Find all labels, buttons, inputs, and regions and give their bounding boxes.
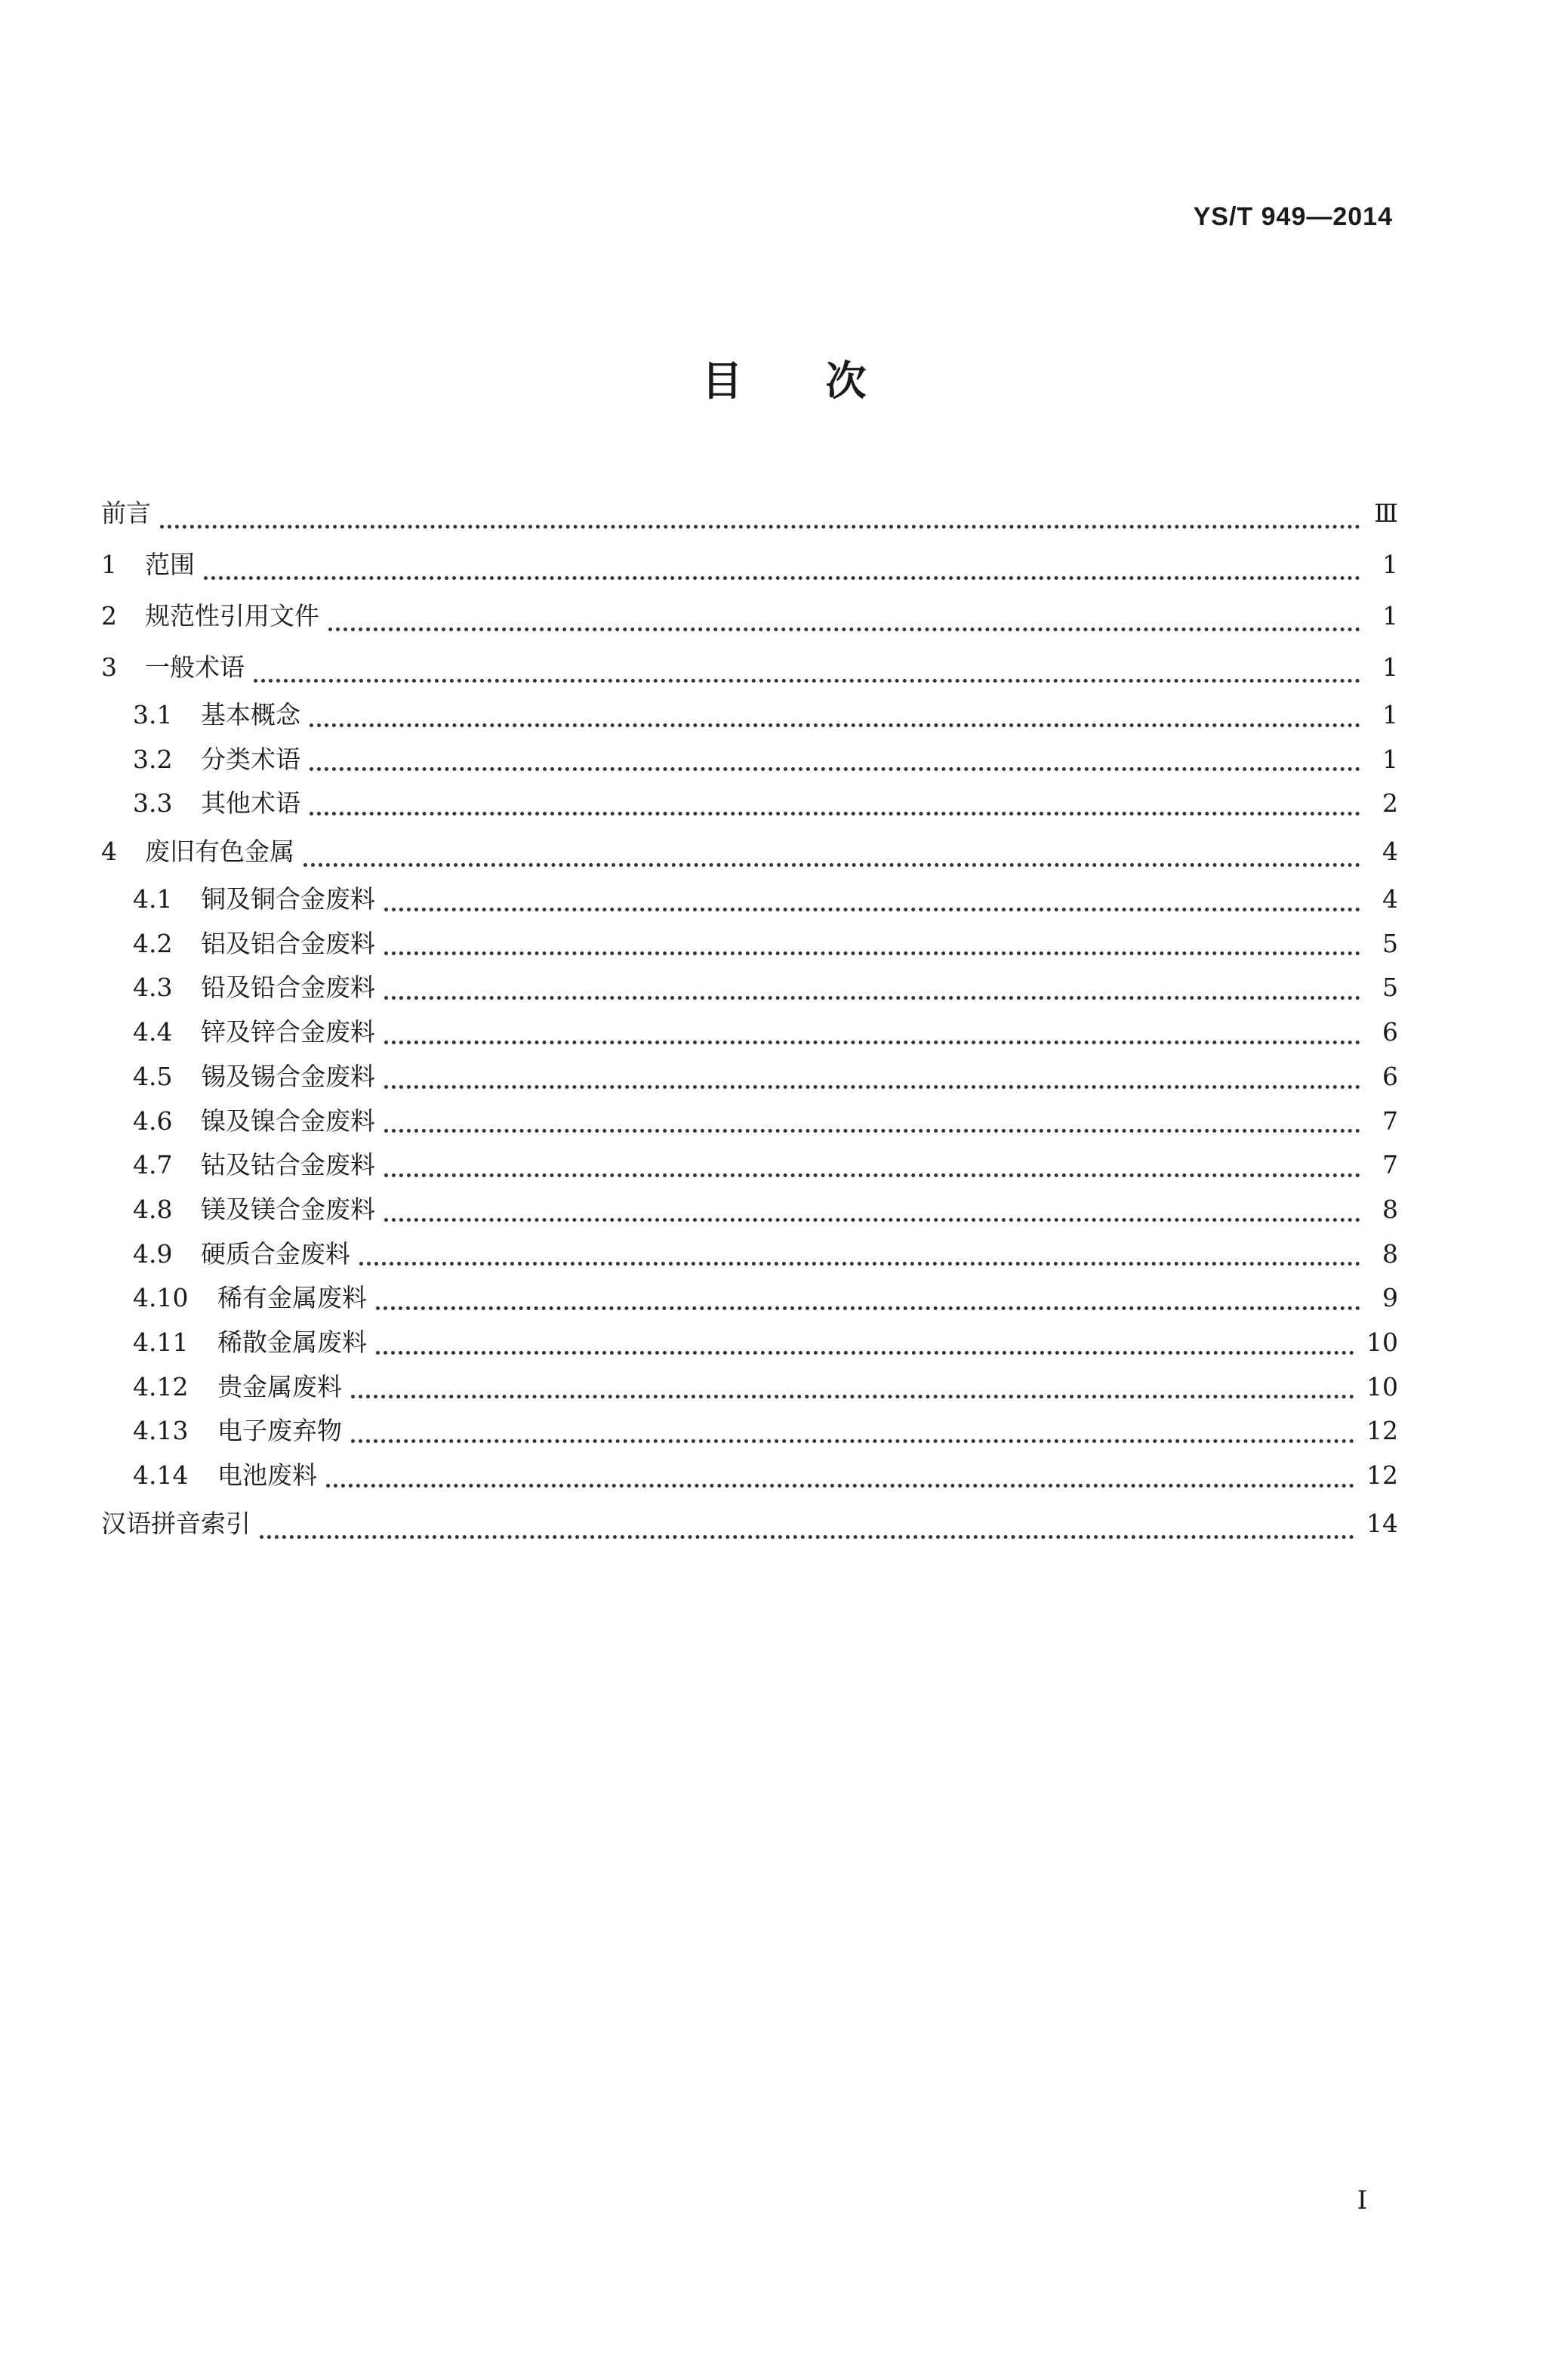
toc-entry-page: 8 bbox=[1382, 1194, 1398, 1224]
toc-entry-label: 铅及铅合金废料 bbox=[201, 973, 375, 1003]
toc-entry-number: 4.10 bbox=[133, 1283, 189, 1313]
toc-entry-label: 电子废弃物 bbox=[217, 1416, 342, 1446]
toc-entry-label: 前言 bbox=[101, 498, 151, 528]
toc-entry[interactable] bbox=[101, 966, 1398, 1010]
toc-entry-number: 4.6 bbox=[133, 1105, 173, 1136]
toc-dot-leader bbox=[260, 1535, 1354, 1539]
toc-dot-leader bbox=[254, 679, 1360, 683]
toc-dot-leader bbox=[384, 1085, 1360, 1089]
toc-entry-number: 4.1 bbox=[133, 884, 173, 914]
toc-dot-leader bbox=[310, 767, 1360, 771]
toc-entry-label: 范围 bbox=[145, 550, 195, 579]
toc-entry[interactable] bbox=[101, 738, 1398, 782]
toc-entry-page: 12 bbox=[1366, 1416, 1398, 1446]
toc-dot-leader bbox=[351, 1439, 1354, 1443]
toc-entry-label: 电池废料 bbox=[217, 1460, 317, 1490]
toc-entry-label: 稀有金属废料 bbox=[217, 1283, 367, 1313]
toc-entry-label: 锡及锡合金废料 bbox=[201, 1061, 375, 1091]
toc-dot-leader bbox=[384, 1129, 1360, 1133]
toc-entry-label: 贵金属废料 bbox=[217, 1371, 342, 1401]
toc-entry-label: 锌及锌合金废料 bbox=[201, 1017, 375, 1047]
toc-entry-label: 稀散金属废料 bbox=[217, 1327, 367, 1357]
toc-entry-page: 4 bbox=[1382, 837, 1398, 867]
toc-entry-label: 镁及镁合金废料 bbox=[201, 1194, 375, 1224]
toc-entry[interactable] bbox=[101, 488, 1398, 539]
toc-entry-page: 7 bbox=[1382, 1105, 1398, 1136]
toc-entry-number: 3.1 bbox=[133, 700, 173, 729]
toc-entry-label: 铜及铜合金废料 bbox=[201, 884, 375, 914]
toc-entry-number: 4.9 bbox=[133, 1238, 173, 1269]
toc-entry[interactable] bbox=[101, 539, 1398, 590]
toc-entry-page: 10 bbox=[1366, 1327, 1398, 1357]
toc-entry-label: 钴及钴合金废料 bbox=[201, 1150, 375, 1180]
toc-entry-label: 其他术语 bbox=[201, 788, 300, 819]
toc-entry[interactable] bbox=[101, 1055, 1398, 1099]
toc-entry[interactable] bbox=[101, 1276, 1398, 1321]
toc-entry[interactable] bbox=[101, 1365, 1398, 1410]
toc-dot-leader bbox=[204, 576, 1360, 580]
toc-dot-leader bbox=[384, 996, 1360, 1000]
toc-entry-label: 铝及铝合金废料 bbox=[201, 928, 375, 958]
toc-dot-leader bbox=[384, 951, 1360, 955]
toc-entry-number: 1 bbox=[101, 550, 117, 579]
toc-entry[interactable] bbox=[101, 642, 1398, 693]
toc-entry-number: 4.7 bbox=[133, 1150, 173, 1180]
toc-entry-number: 4 bbox=[101, 837, 117, 867]
toc-entry[interactable] bbox=[101, 1321, 1398, 1365]
toc-entry-page: 7 bbox=[1382, 1150, 1398, 1180]
toc-entry-page: Ⅲ bbox=[1374, 498, 1398, 528]
toc-entry-label: 分类术语 bbox=[201, 744, 300, 774]
toc-entry-page: 6 bbox=[1382, 1017, 1398, 1047]
toc-entry-page: 10 bbox=[1366, 1371, 1398, 1401]
toc-entry-number: 3 bbox=[101, 652, 117, 682]
toc-dot-leader bbox=[376, 1351, 1354, 1355]
toc-entry[interactable] bbox=[101, 1099, 1398, 1144]
toc-dot-leader bbox=[384, 1041, 1360, 1044]
toc-entry[interactable] bbox=[101, 826, 1398, 877]
toc-entry[interactable] bbox=[101, 1010, 1398, 1055]
toc-entry[interactable] bbox=[101, 1498, 1398, 1549]
toc-dot-leader bbox=[303, 863, 1360, 867]
toc-entry[interactable] bbox=[101, 1454, 1398, 1498]
toc-dot-leader bbox=[160, 525, 1360, 529]
toc-dot-leader bbox=[310, 723, 1360, 727]
page-title: 目次 bbox=[701, 357, 950, 405]
toc-entry-page: 1 bbox=[1382, 744, 1398, 774]
toc-entry-page: 1 bbox=[1382, 652, 1398, 682]
toc-entry-page: 4 bbox=[1382, 884, 1398, 914]
toc-entry-page: 2 bbox=[1382, 788, 1398, 819]
toc-entry-label: 废旧有色金属 bbox=[145, 837, 294, 867]
toc-entry-number: 4.14 bbox=[133, 1460, 189, 1490]
footer-page-number: I bbox=[1357, 2185, 1367, 2216]
standard-code: YS/T 949—2014 bbox=[1193, 202, 1393, 231]
toc-dot-leader bbox=[384, 1218, 1360, 1222]
toc-entry-number: 4.13 bbox=[133, 1416, 189, 1446]
toc-entry[interactable] bbox=[101, 877, 1398, 922]
toc-dot-leader bbox=[376, 1306, 1360, 1310]
toc-entry[interactable] bbox=[101, 693, 1398, 738]
toc-entry-page: 1 bbox=[1382, 700, 1398, 729]
toc-entry[interactable] bbox=[101, 1409, 1398, 1454]
toc-dot-leader bbox=[384, 908, 1360, 911]
toc-entry-number: 4.12 bbox=[133, 1371, 189, 1401]
toc-entry-label: 一般术语 bbox=[145, 652, 245, 682]
toc-entry-number: 4.3 bbox=[133, 973, 173, 1003]
toc-entry-page: 6 bbox=[1382, 1061, 1398, 1091]
toc-dot-leader bbox=[310, 812, 1360, 816]
toc-entry-number: 4.5 bbox=[133, 1061, 173, 1091]
toc-entry-page: 5 bbox=[1382, 973, 1398, 1003]
toc-entry-number: 4.8 bbox=[133, 1194, 173, 1224]
toc-entry-page: 9 bbox=[1382, 1283, 1398, 1313]
toc-entry-page: 8 bbox=[1382, 1238, 1398, 1269]
toc-entry-label: 规范性引用文件 bbox=[145, 601, 319, 631]
toc-entry[interactable] bbox=[101, 590, 1398, 642]
toc-entry-number: 4.2 bbox=[133, 928, 173, 958]
toc-entry[interactable] bbox=[101, 922, 1398, 967]
toc-entry-page: 1 bbox=[1382, 550, 1398, 579]
toc-dot-leader bbox=[326, 1484, 1354, 1488]
toc-dot-leader bbox=[384, 1173, 1360, 1177]
toc-entry-page: 1 bbox=[1382, 601, 1398, 631]
table-of-contents bbox=[101, 488, 1398, 1549]
toc-entry-label: 汉语拼音索引 bbox=[101, 1508, 251, 1538]
toc-entry[interactable] bbox=[101, 1232, 1398, 1277]
toc-entry[interactable] bbox=[101, 1143, 1398, 1188]
toc-dot-leader bbox=[351, 1395, 1354, 1398]
toc-entry-label: 镍及镍合金废料 bbox=[201, 1105, 375, 1136]
toc-entry-label: 基本概念 bbox=[201, 700, 300, 729]
toc-dot-leader bbox=[328, 628, 1360, 631]
toc-entry[interactable] bbox=[101, 782, 1398, 826]
toc-entry-number: 4.4 bbox=[133, 1017, 173, 1047]
toc-entry[interactable] bbox=[101, 1188, 1398, 1232]
toc-dot-leader bbox=[359, 1262, 1360, 1266]
toc-entry-page: 12 bbox=[1366, 1460, 1398, 1490]
toc-entry-number: 3.3 bbox=[133, 788, 173, 819]
toc-entry-number: 2 bbox=[101, 601, 117, 631]
toc-entry-page: 14 bbox=[1366, 1508, 1398, 1538]
toc-entry-number: 4.11 bbox=[133, 1327, 189, 1357]
toc-entry-number: 3.2 bbox=[133, 744, 173, 774]
toc-entry-label: 硬质合金废料 bbox=[201, 1238, 350, 1269]
toc-entry-page: 5 bbox=[1382, 928, 1398, 958]
